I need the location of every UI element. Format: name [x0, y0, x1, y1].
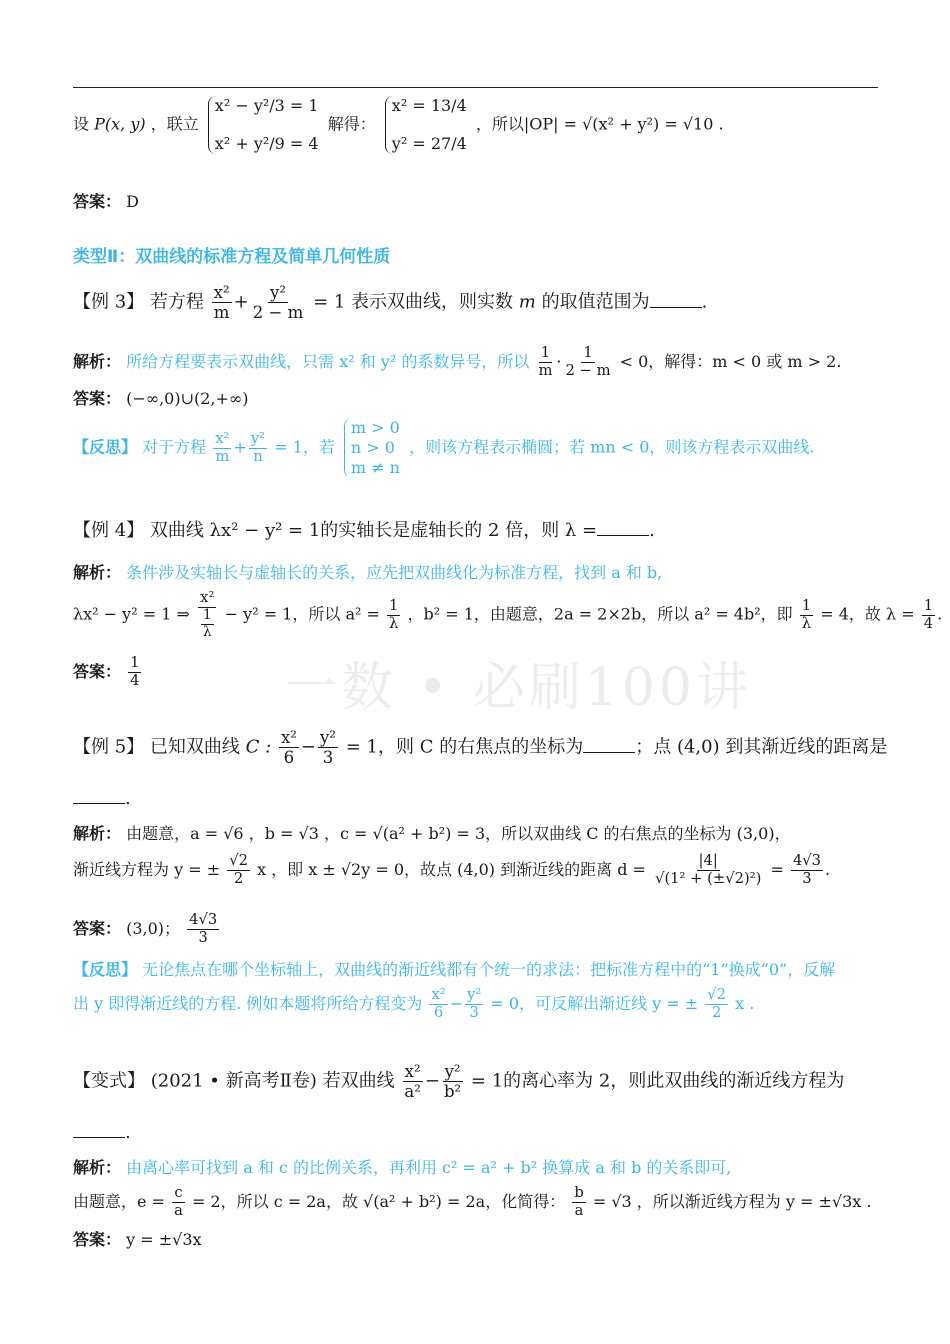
frac-num: y² [444, 1062, 461, 1081]
analysis-variant-line2-c: = √3 ，所以渐近线方程为 y = ±√3x . [592, 1191, 872, 1211]
frac-den: λ [389, 614, 399, 632]
cond-row: m ≠ n [350, 458, 400, 477]
frac-num: 4√3 [792, 852, 822, 869]
frac-den: 2 − m [252, 303, 304, 323]
fraction [249, 431, 267, 466]
fraction [212, 283, 232, 322]
frac-den: 4 [923, 614, 934, 632]
example-3-label: 【例 3】 [73, 291, 145, 313]
analysis-5-line2-b: x ，即 x ± √2y = 0，故点 (4,0) 到渐近线的距离 d = [257, 859, 646, 879]
frac-den: 6 [433, 1003, 444, 1021]
frac-num: |4| [698, 852, 718, 869]
frac-num: √2 [707, 986, 727, 1003]
reflection-label: 【反思】 [73, 437, 138, 457]
analysis-label: 解析： [73, 824, 122, 843]
frac-num: √2 [229, 852, 248, 869]
frac-num: 1 [540, 344, 551, 361]
period: . [125, 1122, 131, 1143]
frac-den [197, 608, 218, 640]
section-heading: 类型Ⅱ：双曲线的标准方程及简单几何性质 [73, 247, 391, 267]
frac-num: x² [200, 589, 215, 606]
analysis-5-line1: 由题意，a = √6 ，b = √3 ，c = √(a² + b²) = 3，所以双曲线 C 的右焦点的坐标为 (3,0)， [126, 824, 791, 843]
condition-brace [344, 418, 400, 478]
reflection-label: 【反思】 [73, 960, 138, 979]
analysis-5-line2 [73, 853, 830, 888]
frac-num: 1 [130, 654, 140, 671]
fraction [572, 1185, 585, 1220]
solution-top [73, 96, 724, 154]
analysis-variant-line2-a: 由题意，e = [73, 1191, 165, 1211]
answer-4 [73, 655, 143, 690]
analysis-4-line2-b: − y² = 1，所以 a² = [224, 604, 380, 624]
frac-den: 3 [198, 928, 208, 946]
variant-label: 【变式】 [73, 1070, 145, 1092]
variant-cont [73, 1124, 131, 1142]
answer-blank [597, 535, 649, 536]
variant-source: (2021 • 新高考Ⅱ卷) [150, 1070, 317, 1092]
analysis-label: 解析： [73, 1158, 122, 1177]
reflection-5-line2-c: x . [735, 993, 755, 1013]
reflection-5-line1: 无论焦点在哪个坐标轴上，双曲线的渐近线都有个统一的求法：把标准方程中的“1”换成“0”，反解 [142, 960, 836, 979]
fraction [213, 431, 231, 466]
fraction [429, 987, 447, 1022]
frac-den: a [574, 1201, 584, 1219]
fraction [705, 987, 728, 1022]
frac-den: λ [801, 614, 812, 632]
reflection-5-line2: 出 y 即得渐近线的方程. 例如本题将所给方程变为 $\frac{\text{x²}}{6}$ − $\frac{\text{y²}}{3}$ = 0，可反解出渐近线 y = ± $\frac{√2}{2}$ x . [73, 986, 755, 1021]
result-row-1: x² = 13/4 [391, 96, 467, 115]
answer-label: 答案： [73, 661, 122, 681]
analysis-5 [73, 826, 791, 842]
analysis-variant-line1: 由离心率可找到 a 和 c 的比例关系，再利用 c² = a² + b² 换算成 a 和 b 的关系即可, [126, 1158, 732, 1177]
fraction [791, 853, 823, 888]
answer-top [73, 194, 139, 210]
system-row-2: x² + y²/9 = 4 [214, 134, 319, 153]
fraction [653, 853, 763, 888]
frac-den: 2 [233, 869, 244, 887]
analysis-4 [73, 565, 662, 581]
period: . [701, 291, 708, 313]
frac-den: λ [202, 623, 212, 640]
answer-blank [73, 1137, 125, 1138]
fraction [387, 598, 400, 633]
answer-blank [583, 752, 635, 753]
watermark: 一数 • 必刷100讲 [285, 658, 752, 718]
reflection-3-text-c: ，则该方程表示椭圆；若 mn < 0，则该方程表示双曲线. [409, 437, 815, 457]
frac-den: n [253, 447, 263, 465]
frac-num: b [574, 1184, 584, 1201]
fraction [201, 608, 214, 640]
answer-blank [650, 307, 702, 308]
system-row-1: x² − y²/3 = 1 [214, 96, 319, 115]
result-row-2: y² = 27/4 [391, 134, 467, 153]
frac-den: a [174, 1201, 183, 1219]
frac-den: √(1² + (±√2)²) [655, 869, 762, 887]
analysis-4-line2-d: = 4，故 λ = [820, 604, 915, 624]
analysis-3 [73, 345, 841, 380]
frac-den: m [213, 303, 230, 323]
analysis-variant-line2-b: = 2，所以 c = 2a，故 √(a² + b²) = 2a，化简得： [191, 1191, 566, 1211]
frac-num: 4√3 [189, 911, 218, 928]
frac-num: x² [213, 283, 230, 302]
reflection-5-line2-b: = 0，可反解出渐近线 y = ± [490, 993, 699, 1013]
fraction [564, 345, 613, 380]
answer-label: 答案： [73, 192, 122, 211]
frac-num: y² [467, 986, 482, 1003]
reflection-3-text-b: = 1，若 [274, 437, 335, 457]
frac-num: c [174, 1184, 183, 1201]
answer-5 [73, 912, 221, 947]
curve-name: C : [245, 736, 272, 758]
answer-value: D [126, 192, 139, 211]
example-3-text-b: = 1 表示双曲线，则实数 [313, 291, 514, 313]
answer-label: 答案： [73, 389, 122, 408]
frac-num: x² [280, 728, 297, 747]
fraction [172, 1185, 185, 1220]
answer-value: (3,0)； [126, 918, 181, 938]
frac-num: 1 [923, 596, 934, 614]
reflection-5 [73, 962, 835, 978]
example-5-text-a: 已知双曲线 [149, 736, 240, 758]
analysis-label: 解析： [73, 351, 122, 371]
period: . [649, 520, 655, 541]
frac-den: 2 [711, 1003, 722, 1021]
variant-text-b: = 1的离心率为 2，则此双曲线的渐近线方程为 [470, 1070, 845, 1092]
frac-den: 3 [322, 748, 334, 768]
example-3-text-c: 的取值范围为 [541, 291, 650, 313]
analysis-4-line2-a: λx² − y² = 1 ⇒ [73, 604, 190, 624]
frac-num: x² [431, 986, 446, 1003]
analysis-5-line2-a: 渐近线方程为 y = ± [73, 859, 221, 879]
frac-den: 4 [130, 671, 140, 689]
analysis-3-text: 所给方程要表示双曲线，只需 x² 和 y² 的系数异号，所以 [126, 351, 530, 371]
answer-label: 答案： [73, 1230, 122, 1249]
frac-den: 3 [802, 869, 812, 887]
top-rule [73, 87, 878, 88]
fraction [402, 1062, 423, 1101]
example-3: 【例 3】 若方程 $\frac{\text{x²}}{m}$ + $\frac{\text{y²}}{2 - m}$ = 1 表示双曲线，则实数 m 的取值范围为 . [73, 283, 708, 323]
frac-num: 1 [202, 606, 212, 623]
period: . [825, 859, 831, 879]
frac-num: y² [250, 429, 266, 447]
frac-num: x² [404, 1062, 421, 1081]
frac-den: m [215, 447, 230, 465]
example-5-cont [73, 790, 131, 808]
analysis-variant [73, 1160, 731, 1176]
example-4-text: 双曲线 λx² − y² = 1的实轴长是虚轴长的 2 倍，则 λ = [149, 520, 598, 541]
fraction [922, 598, 935, 633]
solution-conclusion: ，所以|OP| = √(x² + y²) = √10 . [475, 114, 724, 134]
analysis-4-line2 [73, 590, 942, 640]
example-5: 【例 5】 已知双曲线 C : $\frac{\text{x²}}{6}$ − $\frac{\text{y²}}{3}$ = 1，则 C 的右焦点的坐标为 ；点 (4,0) 到其渐近线的距离是 [73, 728, 888, 768]
frac-num: y² [320, 728, 336, 747]
answer-variant [73, 1232, 202, 1248]
frac-num: y² [270, 283, 287, 302]
system-brace [208, 96, 319, 154]
example-4-label: 【例 4】 [73, 520, 145, 541]
fraction [536, 345, 554, 380]
dot: · [556, 351, 562, 371]
frac-den: 3 [469, 1003, 479, 1021]
answer-3 [73, 391, 248, 407]
frac-num: x² [215, 429, 230, 447]
analysis-4-line2-c: ，b² = 1，由题意，2a = 2×2b，所以 a² = 4b²，即 [407, 604, 793, 624]
fraction [318, 728, 338, 767]
variant-text-a: 若双曲线 [322, 1070, 395, 1092]
reflection-3-text-a: 对于方程 [142, 437, 207, 457]
fraction [442, 1062, 463, 1101]
frac-num: 1 [801, 596, 812, 614]
fraction [187, 912, 219, 947]
answer-blank [73, 803, 125, 804]
period: . [125, 788, 131, 809]
example-3-var: m [518, 291, 536, 313]
fraction [279, 728, 299, 767]
analysis-label: 解析： [73, 563, 122, 582]
frac-num: 1 [389, 596, 399, 614]
fraction [128, 655, 141, 690]
analysis-4-text: 条件涉及实轴长与虚轴长的关系，应先把双曲线化为标准方程，找到 a 和 b, [126, 563, 663, 582]
fraction [227, 853, 250, 888]
frac-den: 6 [283, 748, 295, 768]
reflection-3: 【反思】 对于方程 $\frac{\text{x²}}{m}$ + $\frac{\text{y²}}{n}$ = 1，若 m > 0 n > 0 m ≠ n ，则该方程表示椭圆；若 mn < 0，则该方程表示双曲线. [73, 418, 815, 477]
set-label: 设 [73, 114, 90, 134]
joint-label: ，联立 [150, 114, 199, 134]
example-5-text-c: ；点 (4,0) 到其渐近线的距离是 [635, 736, 888, 758]
frac-den: 2 − m [565, 361, 611, 379]
answer-label: 答案： [73, 918, 122, 938]
example-5-text-b: = 1，则 C 的右焦点的坐标为 [345, 736, 584, 758]
solve-label: 解得： [327, 114, 376, 134]
nested-fraction [197, 590, 218, 640]
period: . [937, 604, 943, 624]
fraction [465, 987, 483, 1022]
frac-num: 1 [583, 344, 593, 361]
point-p: P(x, y) [94, 114, 146, 134]
answer-value: (−∞,0)∪(2,+∞) [126, 389, 249, 408]
result-brace [385, 96, 467, 154]
variant: 【变式】 (2021 • 新高考Ⅱ卷) 若双曲线 $\frac{\text{x²}}{\text{a²}}$ − $\frac{\text{y²}}{\text{b²}}$ = 1的离心率为 2，则此双曲线的渐近线方程为 [73, 1062, 845, 1102]
reflection-5-line2-a: 出 y 即得渐近线的方程. 例如本题将所给方程变为 [73, 993, 423, 1013]
fraction [251, 283, 306, 322]
analysis-3-tail: < 0，解得：m < 0 或 m > 2. [619, 351, 842, 371]
fraction [800, 598, 813, 633]
example-4 [73, 522, 655, 540]
frac-den: b² [443, 1082, 462, 1102]
cond-row: m > 0 [350, 418, 400, 437]
frac-den: a² [404, 1082, 421, 1102]
example-3-text-a: 若方程 [149, 291, 204, 313]
cond-row: n > 0 [350, 438, 395, 457]
frac-den: m [538, 361, 553, 379]
example-5-label: 【例 5】 [73, 736, 145, 758]
equals: = [770, 859, 784, 879]
answer-value: y = ±√3x [126, 1230, 202, 1249]
analysis-variant-line2 [73, 1185, 871, 1220]
